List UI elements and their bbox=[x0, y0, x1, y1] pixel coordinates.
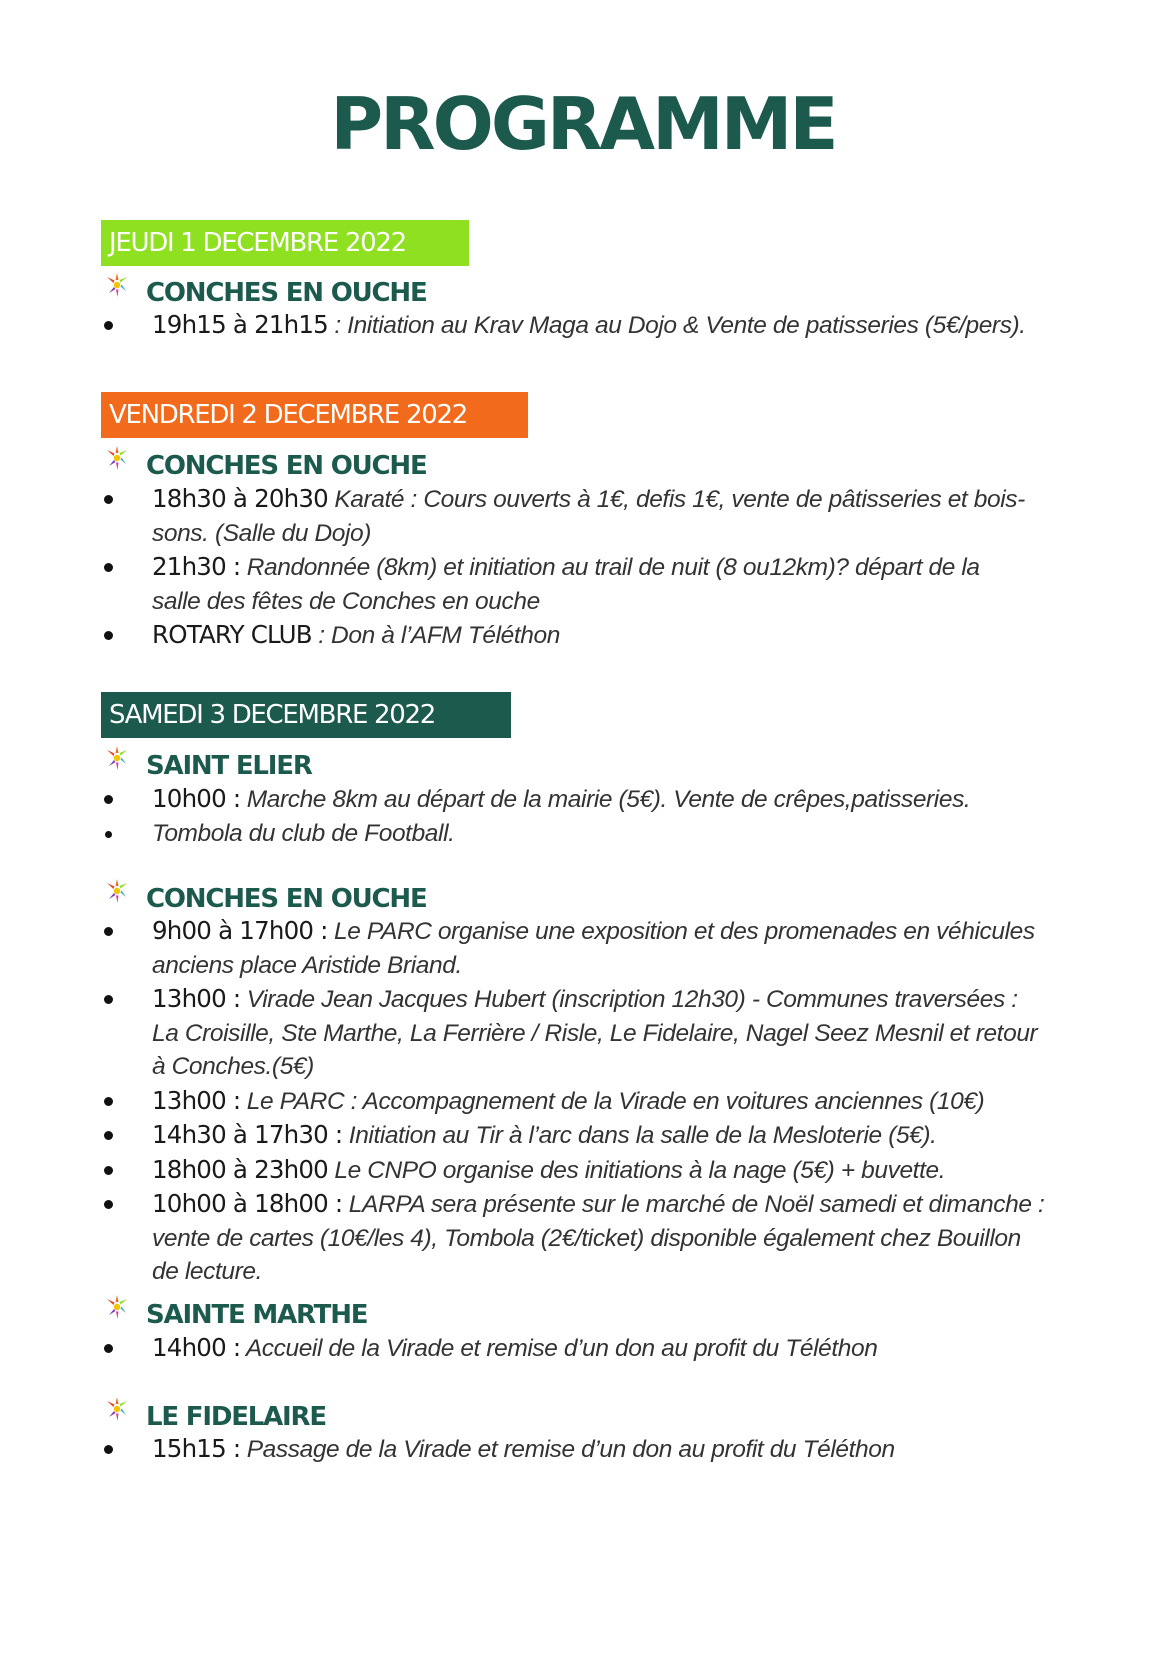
list-item: Tombola du club de Football. bbox=[104, 817, 1084, 851]
sun-star-icon bbox=[104, 1294, 130, 1320]
list-item: 10h00 : Marche 8km au départ de la mairie (5€). Vente de crêpes,patisseries. bbox=[104, 782, 1084, 817]
list-item: 13h00 : Le PARC : Accompagnement de la Virade en voitures anciennes (10€) bbox=[104, 1084, 1084, 1119]
list-item: 14h00 : Accueil de la Virade et remise d’un don au profit du Téléthon bbox=[104, 1331, 1084, 1366]
sun-star-icon bbox=[104, 445, 130, 471]
sun-star-icon bbox=[104, 878, 130, 904]
list-item: 21h30 : Randonnée (8km) et initiation au trail de nuit (8 ou12km)? départ de la salle des fêtes de Conches en ouche bbox=[104, 550, 1084, 618]
event-list bbox=[104, 482, 1084, 653]
sun-star-icon bbox=[104, 272, 130, 298]
list-item: ROTARY CLUB : Don à l’AFM Téléthon bbox=[104, 618, 1084, 653]
day-banner-friday: VENDREDI 2 DECEMBRE 2022 bbox=[101, 392, 528, 438]
list-item: 9h00 à 17h00 : Le PARC organise une exposition et des promenades en véhicules anciens place Aristide Briand. bbox=[104, 914, 1084, 982]
list-item: 10h00 à 18h00 : LARPA sera présente sur le marché de Noël samedi et dimanche : vente de cartes (10€/les 4), Tombola (2€/ticket) disponible également chez Bouillon de lecture. bbox=[104, 1187, 1084, 1289]
list-item: 15h15 : Passage de la Virade et remise d’un don au profit du Téléthon bbox=[104, 1432, 1084, 1467]
page-title: PROGRAMME bbox=[330, 82, 836, 166]
list-item: 18h30 à 20h30 Karaté : Cours ouverts à 1€, defis 1€, vente de pâtisseries et bois- sons. (Salle du Dojo) bbox=[104, 482, 1084, 550]
sun-star-icon bbox=[104, 1396, 130, 1422]
event-list bbox=[104, 782, 1084, 850]
day-banner-saturday: SAMEDI 3 DECEMBRE 2022 bbox=[101, 692, 511, 738]
event-list bbox=[104, 1432, 1084, 1467]
list-item: 13h00 : Virade Jean Jacques Hubert (inscription 12h30) - Communes traversées : La Croisille, Ste Marthe, La Ferrière / Risle, Le Fidelaire, Nagel Seez Mesnil et retour à Conches.(5€) bbox=[104, 982, 1084, 1084]
day-banner-thursday: JEUDI 1 DECEMBRE 2022 bbox=[101, 220, 469, 266]
event-list bbox=[104, 914, 1084, 1289]
sun-star-icon bbox=[104, 745, 130, 771]
event-list bbox=[104, 1331, 1084, 1366]
list-item: 18h00 à 23h00 Le CNPO organise des initiations à la nage (5€) + buvette. bbox=[104, 1153, 1084, 1188]
list-item: 14h30 à 17h30 : Initiation au Tir à l’arc dans la salle de la Mesloterie (5€). bbox=[104, 1118, 1084, 1153]
list-item: 19h15 à 21h15 : Initiation au Krav Maga au Dojo & Vente de patisseries (5€/pers). bbox=[104, 308, 1084, 343]
event-list bbox=[104, 308, 1084, 343]
